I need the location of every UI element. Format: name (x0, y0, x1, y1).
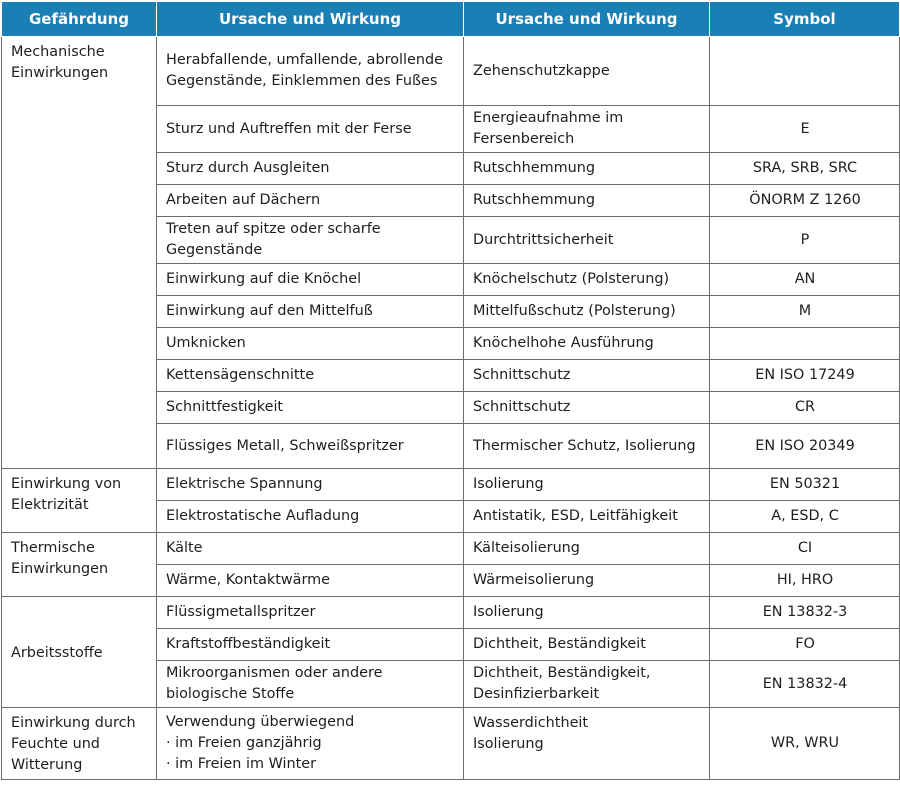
measure-cell: Isolierung (464, 597, 710, 629)
cause-cell: Kälte (157, 533, 464, 565)
hazard-cell: Thermische Einwirkungen (2, 533, 157, 597)
measure-cell: Schnittschutz (464, 392, 710, 424)
measure-cell (464, 708, 710, 780)
table-row (2, 597, 900, 629)
cause-intro: Verwendung überwiegend (166, 714, 355, 730)
measure-cell: Dichtheit, Beständigkeit, Desinfizierbarkeit (464, 661, 710, 708)
symbol-cell: EN ISO 20349 (710, 424, 900, 469)
cause-cell: Sturz und Auftreffen mit der Ferse (157, 106, 464, 153)
symbol-cell (710, 328, 900, 360)
header-symbol: Symbol (710, 2, 900, 37)
symbol-cell: P (710, 217, 900, 264)
cause-cell: Wärme, Kontaktwärme (157, 565, 464, 597)
symbol-cell: EN ISO 17249 (710, 360, 900, 392)
symbol-cell: CR (710, 392, 900, 424)
table-row (2, 469, 900, 501)
symbol-cell: E (710, 106, 900, 153)
measure-line: Isolierung (473, 736, 544, 752)
table-row (2, 708, 900, 780)
table-row (2, 37, 900, 106)
symbol-cell: WR, WRU (710, 708, 900, 780)
cause-cell: Flüssiges Metall, Schweißspritzer (157, 424, 464, 469)
measure-cell: Dichtheit, Beständigkeit (464, 629, 710, 661)
cause-cell: Kraftstoffbeständigkeit (157, 629, 464, 661)
measure-cell: Durchtrittsicherheit (464, 217, 710, 264)
cause-cell: Elektrische Spannung (157, 469, 464, 501)
symbol-cell: ÖNORM Z 1260 (710, 185, 900, 217)
cause-cell: Herabfallende, umfallende, abrollende Gegenstände, Einklemmen des Fußes (157, 37, 464, 106)
measure-cell: Zehenschutzkappe (464, 37, 710, 106)
cause-cell: Treten auf spitze oder scharfe Gegenstände (157, 217, 464, 264)
measure-cell: Kälteisolierung (464, 533, 710, 565)
cause-cell: Flüssigmetallspritzer (157, 597, 464, 629)
cause-cell: Elektrostatische Aufladung (157, 501, 464, 533)
symbol-cell: EN 50321 (710, 469, 900, 501)
measure-cell: Thermischer Schutz, Isolierung (464, 424, 710, 469)
hazard-cell: Einwirkung von Elektrizität (2, 469, 157, 533)
measure-cell: Rutschhemmung (464, 185, 710, 217)
list-item: · im Freien im Winter (166, 754, 455, 775)
header-hazard: Gefährdung (2, 2, 157, 37)
measure-cell: Isolierung (464, 469, 710, 501)
measure-cell: Antistatik, ESD, Leitfähigkeit (464, 501, 710, 533)
symbol-cell: EN 13832-3 (710, 597, 900, 629)
symbol-cell: A, ESD, C (710, 501, 900, 533)
cause-cell: Einwirkung auf den Mittelfuß (157, 296, 464, 328)
cause-cell: Mikroorganismen oder andere biologische Stoffe (157, 661, 464, 708)
cause-cell: Kettensägenschnitte (157, 360, 464, 392)
cause-cell: Schnittfestigkeit (157, 392, 464, 424)
hazard-table (1, 1, 900, 780)
symbol-cell (710, 37, 900, 106)
header-row (2, 2, 900, 37)
measure-cell: Knöchelschutz (Polsterung) (464, 264, 710, 296)
cause-cell: Einwirkung auf die Knöchel (157, 264, 464, 296)
symbol-cell: CI (710, 533, 900, 565)
measure-cell: Wärmeisolierung (464, 565, 710, 597)
measure-cell: Mittelfußschutz (Polsterung) (464, 296, 710, 328)
measure-cell: Rutschhemmung (464, 153, 710, 185)
header-cause: Ursache und Wirkung (157, 2, 464, 37)
list-item: · im Freien ganzjährig (166, 733, 455, 754)
hazard-cell: Mechanische Einwirkungen (2, 37, 157, 469)
hazard-cell: Arbeitsstoffe (2, 597, 157, 708)
header-measure: Ursache und Wirkung (464, 2, 710, 37)
symbol-cell: AN (710, 264, 900, 296)
measure-cell: Energieaufnahme im Fersenbereich (464, 106, 710, 153)
symbol-cell: EN 13832-4 (710, 661, 900, 708)
hazard-cell: Einwirkung durch Feuchte und Witterung (2, 708, 157, 780)
measure-cell: Schnittschutz (464, 360, 710, 392)
cause-cell (157, 708, 464, 780)
cause-cell: Umknicken (157, 328, 464, 360)
cause-cell: Arbeiten auf Dächern (157, 185, 464, 217)
symbol-cell: SRA, SRB, SRC (710, 153, 900, 185)
cause-cell: Sturz durch Ausgleiten (157, 153, 464, 185)
symbol-cell: HI, HRO (710, 565, 900, 597)
measure-cell: Knöchelhohe Ausführung (464, 328, 710, 360)
symbol-cell: FO (710, 629, 900, 661)
measure-line: Wasserdichtheit (473, 715, 589, 731)
table-row (2, 533, 900, 565)
symbol-cell: M (710, 296, 900, 328)
